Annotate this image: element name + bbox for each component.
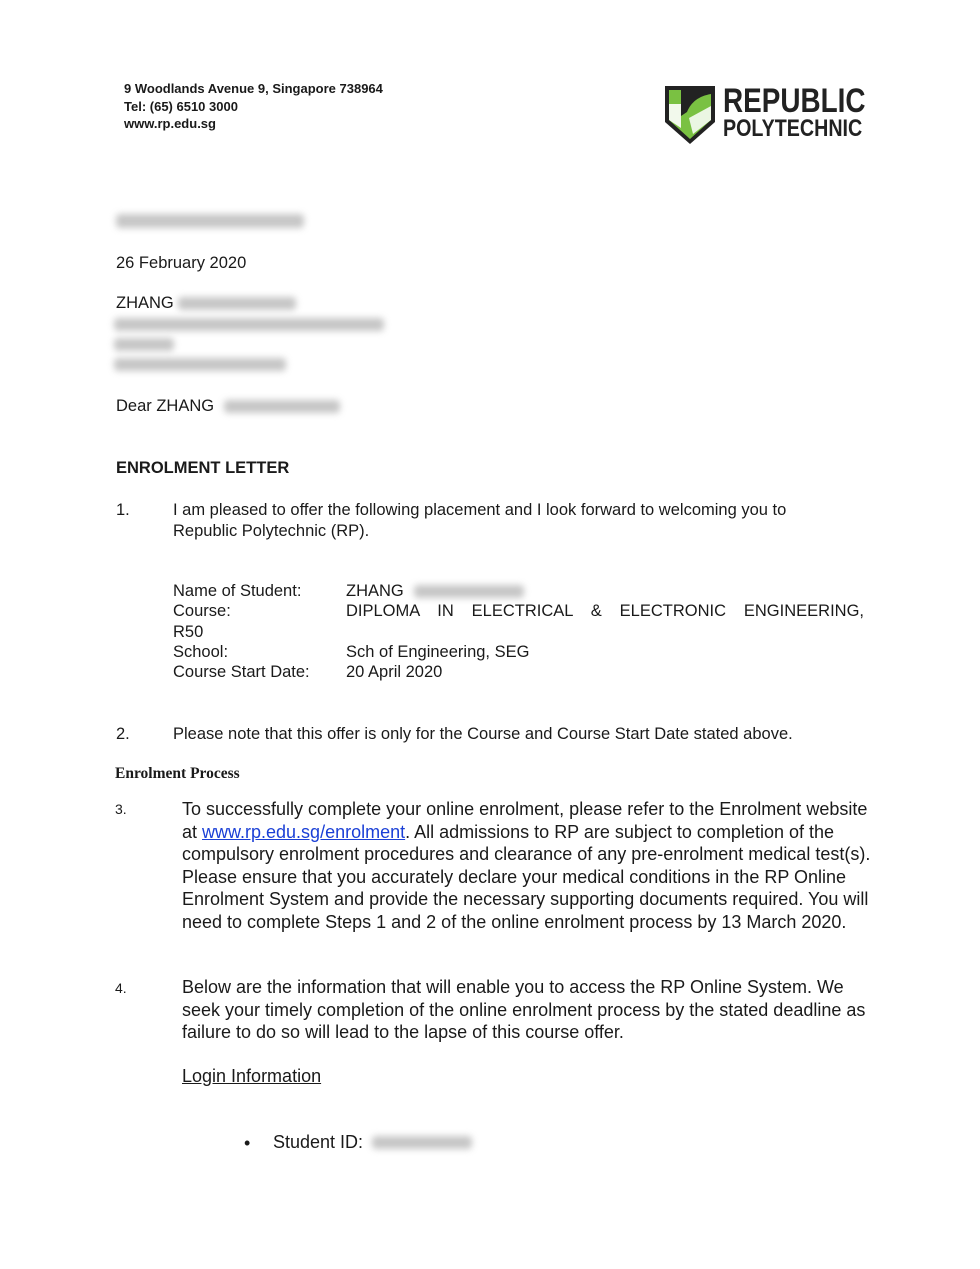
start-date-value: 20 April 2020: [346, 663, 443, 681]
logo-wordmark: [723, 84, 866, 140]
paragraph-4: Below are the information that will enable you to access the RP Online System. We seek your timely completion of the online enrolment process by the stated deadline as failure to do so will lead to the lapse of this course offer.: [182, 977, 866, 1042]
logo-line-2: POLYTECHNIC: [723, 115, 863, 142]
recipient-name: ZHANG: [116, 294, 174, 312]
login-information-heading: Login Information: [182, 1066, 322, 1086]
republic-polytechnic-logo: [663, 84, 873, 148]
logo-line-1: REPUBLIC: [723, 82, 866, 120]
enrolment-website-link[interactable]: www.rp.edu.sg/enrolment: [202, 821, 406, 842]
item-number-1: 1.: [116, 501, 130, 519]
redacted-address-1: [114, 318, 384, 331]
paragraph-3-body: . All admissions to RP are subject to completion of the compulsory enrolment procedures and clearance of any pre-enrolment medical test(s). Please ensure that you accurately declare your medical conditions in the RP Online Enrolment System and provide the necessary supporting documents required. You will need to complete Steps 1 and 2 of the online enrolment process by 13 March 2020.: [182, 821, 871, 932]
address-line: 9 Woodlands Avenue 9, Singapore 738964: [124, 81, 383, 96]
redacted-reference: [116, 214, 304, 228]
redacted-name: [178, 297, 296, 310]
start-date-label: Course Start Date:: [173, 663, 310, 681]
bullet-icon: •: [244, 1133, 251, 1153]
redacted-address-2: [114, 338, 174, 351]
address-block: [124, 80, 383, 133]
course-code: R50: [173, 623, 204, 641]
redacted-address-3: [114, 358, 286, 371]
school-value: Sch of Engineering, SEG: [346, 643, 530, 661]
paragraph-2: Please note that this offer is only for the Course and Course Start Date stated above.: [173, 725, 793, 743]
redacted-student-id: [372, 1136, 472, 1149]
letter-title: ENROLMENT LETTER: [116, 459, 290, 477]
item-number-3: 3.: [115, 801, 127, 817]
item-number-2: 2.: [116, 725, 130, 743]
name-label: Name of Student:: [173, 582, 302, 600]
letter-date: 26 February 2020: [116, 254, 247, 272]
paragraph-3: [182, 798, 872, 933]
redacted-student-name: [414, 585, 524, 598]
course-value: DIPLOMA IN ELECTRICAL & ELECTRONIC ENGINEERING,: [346, 602, 864, 620]
item-number-4: 4.: [115, 980, 127, 996]
redacted-salutation-name: [224, 400, 340, 413]
website-line: www.rp.edu.sg: [124, 116, 216, 131]
phone-line: Tel: (65) 6510 3000: [124, 98, 238, 114]
paragraph-1: I am pleased to offer the following placement and I look forward to welcoming you to Republic Polytechnic (RP).: [173, 501, 787, 540]
enrolment-process-heading: Enrolment Process: [115, 765, 240, 782]
name-value: ZHANG: [346, 582, 404, 600]
student-id-label: Student ID:: [273, 1132, 364, 1152]
school-label: School:: [173, 643, 229, 661]
salutation: Dear ZHANG: [116, 397, 215, 415]
course-label: Course:: [173, 602, 231, 620]
paragraph-3-intro: To successfully complete your online enrolment, please refer to the Enrolment website at: [182, 799, 868, 842]
shield-logo-icon: [663, 84, 717, 146]
